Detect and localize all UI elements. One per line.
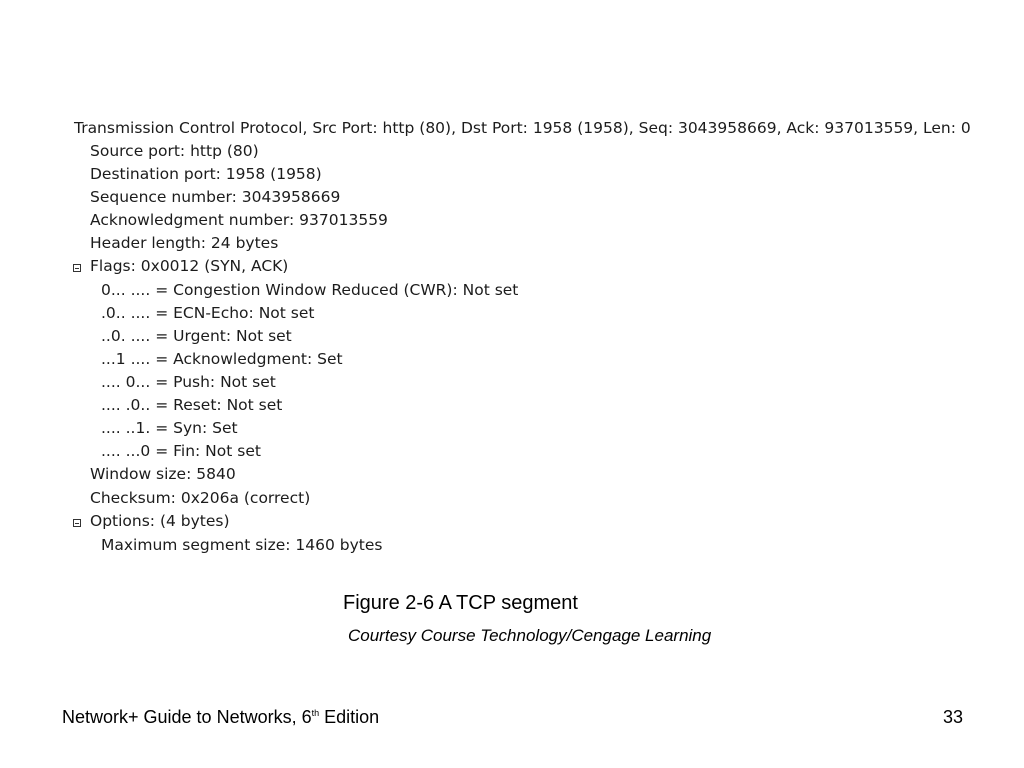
- flag-cwr-line: 0... .... = Congestion Window Reduced (CWR): Not set: [101, 281, 519, 299]
- flag-reset-line: .... .0.. = Reset: Not set: [101, 396, 283, 414]
- figure-caption: Figure 2-6 A TCP segment: [343, 592, 578, 614]
- flag-push-line: .... 0... = Push: Not set: [101, 373, 276, 391]
- footer-title-superscript: th: [311, 708, 320, 718]
- tcp-packet-detail: [68, 114, 978, 558]
- flag-fin-line: .... ...0 = Fin: Not set: [101, 442, 261, 460]
- figure-credit: Courtesy Course Technology/Cengage Learning: [348, 626, 712, 645]
- flags-line[interactable]: Flags: 0x0012 (SYN, ACK): [90, 257, 289, 275]
- checksum-line: Checksum: 0x206a (correct): [90, 489, 311, 507]
- mss-option-line: Maximum segment size: 1460 bytes: [101, 536, 383, 554]
- page-number: 33: [942, 707, 963, 727]
- sequence-number-line: Sequence number: 3043958669: [90, 188, 341, 206]
- tcp-header-line: Transmission Control Protocol, Src Port: http (80), Dst Port: 1958 (1958), Seq: 3043958669, Ack: 937013559, Len: 0: [74, 119, 971, 137]
- footer-title-main: Network+ Guide to Networks, 6: [62, 707, 312, 727]
- flag-ack-line: ...1 .... = Acknowledgment: Set: [101, 350, 343, 368]
- flag-urgent-line: ..0. .... = Urgent: Not set: [101, 327, 292, 345]
- footer-title-end: Edition: [319, 707, 380, 727]
- ack-number-line: Acknowledgment number: 937013559: [90, 211, 388, 229]
- window-size-line: Window size: 5840: [90, 465, 236, 483]
- header-length-line: Header length: 24 bytes: [90, 234, 279, 252]
- source-port-line: Source port: http (80): [90, 142, 259, 160]
- flag-ecn-line: .0.. .... = ECN-Echo: Not set: [101, 304, 315, 322]
- flag-syn-line: .... ..1. = Syn: Set: [101, 419, 238, 437]
- destination-port-line: Destination port: 1958 (1958): [90, 165, 322, 183]
- options-line[interactable]: Options: (4 bytes): [90, 512, 230, 530]
- footer-book-title: [62, 707, 379, 728]
